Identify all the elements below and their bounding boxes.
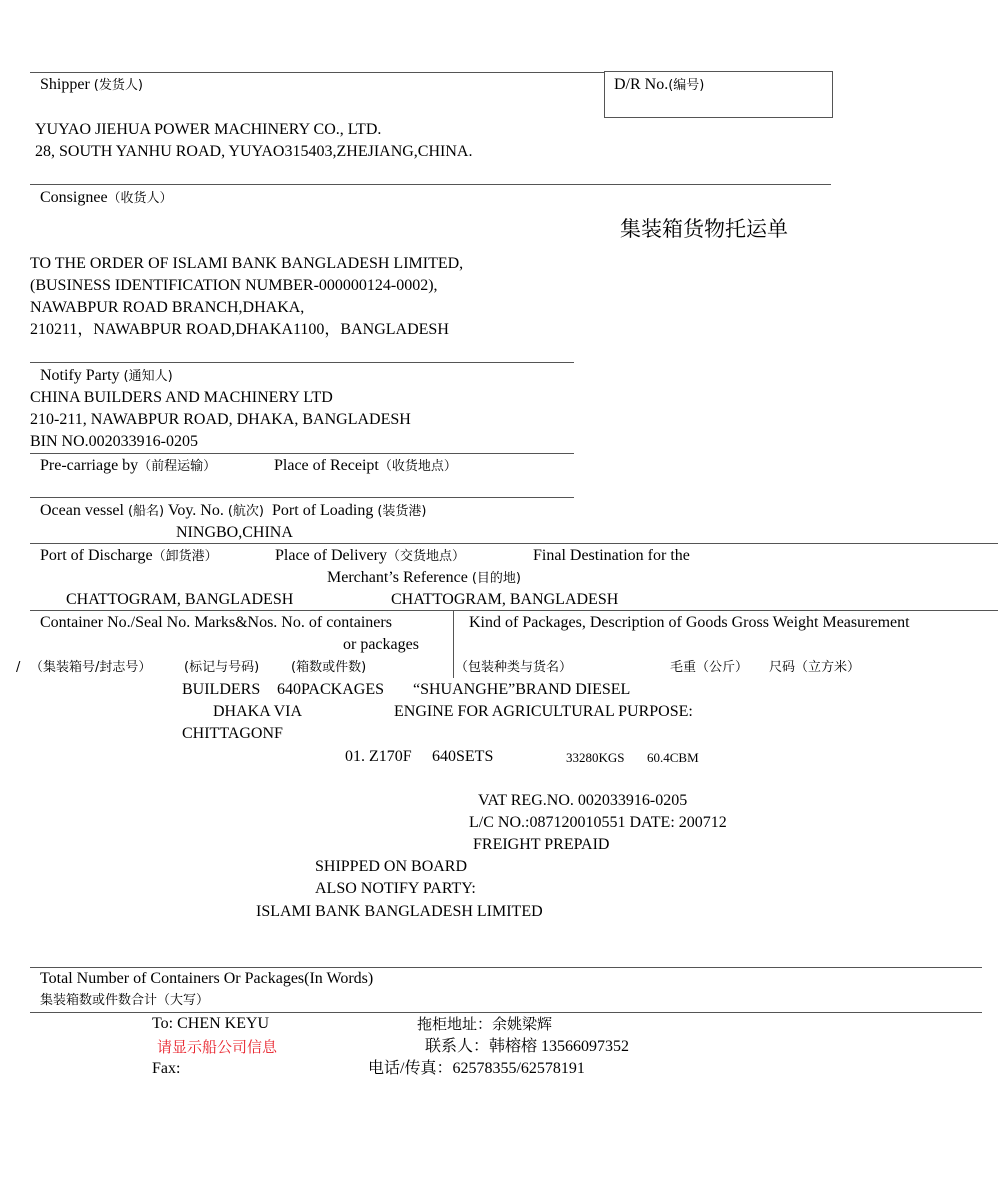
pod-label xyxy=(40,546,218,567)
goods-cn-kind: （包装种类与货名） xyxy=(455,660,573,675)
notify-line-3: BIN NO.002033916-0205 xyxy=(30,433,198,450)
item-sets: 640SETS xyxy=(432,748,494,765)
goods-cn-marks: (标记与号码) xyxy=(184,660,260,675)
divider-vessel xyxy=(30,543,998,544)
notify-label xyxy=(40,366,173,387)
also-notify-label: ALSO NOTIFY PARTY: xyxy=(315,880,476,897)
consignee-line-3: NAWABPUR ROAD BRANCH,DHAKA, xyxy=(30,299,305,316)
divider-discharge xyxy=(30,610,998,611)
divider-consignee xyxy=(30,362,574,363)
goods-header-left: Container No./Seal No. Marks&Nos. No. of containers xyxy=(40,614,392,631)
shipped-on-board: SHIPPED ON BOARD xyxy=(315,858,468,875)
notify-line-2: 210-211, NAWABPUR ROAD, DHAKA, BANGLADESH xyxy=(30,411,411,428)
goods-cn-count: (箱数或件数) xyxy=(291,660,367,675)
footer-pickup: 拖柜地址：余姚梁辉 xyxy=(417,1015,553,1033)
freight-terms: FREIGHT PREPAID xyxy=(473,836,610,853)
vessel-labels xyxy=(40,501,427,522)
footer-phone: 电话/传真：62578355/62578191 xyxy=(368,1060,585,1077)
gross-weight: 33280KGS xyxy=(566,750,625,765)
receipt-label-cn: （收货地点） xyxy=(378,459,457,474)
goods-cn-measure: 尺码（立方米） xyxy=(769,660,861,675)
divider-footer xyxy=(30,1012,982,1013)
delivery-value: CHATTOGRAM, BANGLADESH xyxy=(391,591,619,608)
form-title: 集装箱货物托运单 xyxy=(620,217,788,241)
also-notify-name: ISLAMI BANK BANGLADESH LIMITED xyxy=(256,903,543,920)
totals-label-cn: 集装箱数或件数合计（大写） xyxy=(40,993,210,1008)
shipper-name: YUYAO JIEHUA POWER MACHINERY CO., LTD. xyxy=(35,121,382,138)
consignee-label-cn: （收货人） xyxy=(107,191,173,206)
vessel-label-cn: (船名) xyxy=(127,504,165,519)
shipper-label-cn: (发货人) xyxy=(93,78,143,93)
shipper-label xyxy=(40,75,143,96)
pol-value: NINGBO,CHINA xyxy=(176,524,293,541)
consignee-label xyxy=(40,188,173,209)
delivery-label xyxy=(275,546,465,567)
receipt-label-en: Place of Receipt xyxy=(274,457,379,474)
divider-totals xyxy=(30,967,982,968)
divider-shipper xyxy=(30,184,831,185)
delivery-label-cn: （交货地点） xyxy=(386,549,465,564)
consignee-line-2: (BUSINESS IDENTIFICATION NUMBER-000000124-0002), xyxy=(30,277,438,294)
dr-no-label xyxy=(614,75,704,96)
consignee-line-1: TO THE ORDER OF ISLAMI BANK BANGLADESH LIMITED, xyxy=(30,255,464,272)
pol-label-en: Port of Loading xyxy=(272,502,374,519)
marks-line-2: DHAKA VIA xyxy=(213,703,303,720)
merchant-ref-label-en: Merchant’s Reference xyxy=(327,569,468,586)
precarriage-label-en: Pre-carriage by xyxy=(40,457,139,474)
goods-column-divider xyxy=(453,610,454,678)
merchant-ref-label-cn: (目的地) xyxy=(471,571,521,586)
receipt-label xyxy=(274,456,457,477)
notify-label-cn: (通知人) xyxy=(123,369,173,384)
footer-to: To: CHEN KEYU xyxy=(152,1015,270,1032)
footer-notice: 请显示船公司信息 xyxy=(157,1038,278,1056)
measurement: 60.4CBM xyxy=(647,750,699,765)
divider-notify xyxy=(30,453,574,454)
shipper-label-en: Shipper xyxy=(40,76,90,93)
pod-label-en: Port of Discharge xyxy=(40,547,153,564)
vessel-label-en: Ocean vessel xyxy=(40,502,124,519)
description-line-1: “SHUANGHE”BRAND DIESEL xyxy=(413,681,631,698)
notify-line-1: CHINA BUILDERS AND MACHINERY LTD xyxy=(30,389,333,406)
pod-label-cn: （卸货港） xyxy=(152,549,218,564)
precarriage-label-cn: （前程运输） xyxy=(138,459,217,474)
lc-no: L/C NO.:087120010551 DATE: 200712 xyxy=(469,814,727,831)
footer-contact: 联系人：韩榕榕 13566097352 xyxy=(425,1038,630,1055)
divider-precarriage xyxy=(30,497,574,498)
consignee-line-4: 210211，NAWABPUR ROAD,DHAKA1100，BANGLADESH xyxy=(30,321,449,338)
voy-label-en: Voy. No. xyxy=(167,502,224,519)
footer-fax: Fax: xyxy=(152,1060,181,1077)
description-line-2: ENGINE FOR AGRICULTURAL PURPOSE: xyxy=(394,703,693,720)
item-model: 01. Z170F xyxy=(345,748,412,765)
marks-line-3: CHITTAGONF xyxy=(182,725,283,742)
goods-cn-weight: 毛重（公斤） xyxy=(670,660,749,675)
divider-top xyxy=(30,72,605,73)
dr-no-label-cn: (编号) xyxy=(668,78,705,93)
pod-value: CHATTOGRAM, BANGLADESH xyxy=(66,591,294,608)
final-dest-label: Final Destination for the xyxy=(533,547,690,564)
dr-no-label-en: D/R No. xyxy=(614,76,669,93)
merchant-ref-label xyxy=(327,568,521,589)
marks-line-1: BUILDERS xyxy=(182,681,261,698)
delivery-label-en: Place of Delivery xyxy=(275,547,387,564)
goods-cn-slash: / xyxy=(16,660,21,675)
precarriage-label xyxy=(40,456,216,477)
consignee-label-en: Consignee xyxy=(40,189,108,206)
shipper-address: 28, SOUTH YANHU ROAD, YUYAO315403,ZHEJIANG,CHINA. xyxy=(35,143,473,160)
notify-label-en: Notify Party xyxy=(40,367,120,384)
pol-label-cn: (装货港) xyxy=(377,504,427,519)
goods-header-right: Kind of Packages, Description of Goods Gross Weight Measurement xyxy=(469,614,910,631)
packages-count: 640PACKAGES xyxy=(277,681,384,698)
vat-reg: VAT REG.NO. 002033916-0205 xyxy=(478,792,688,809)
goods-cn-container: （集装箱号/封志号） xyxy=(30,660,152,675)
totals-label: Total Number of Containers Or Packages(In Words) xyxy=(40,970,374,987)
goods-header-left-2: or packages xyxy=(343,636,419,653)
voy-label-cn: (航次) xyxy=(227,504,265,519)
